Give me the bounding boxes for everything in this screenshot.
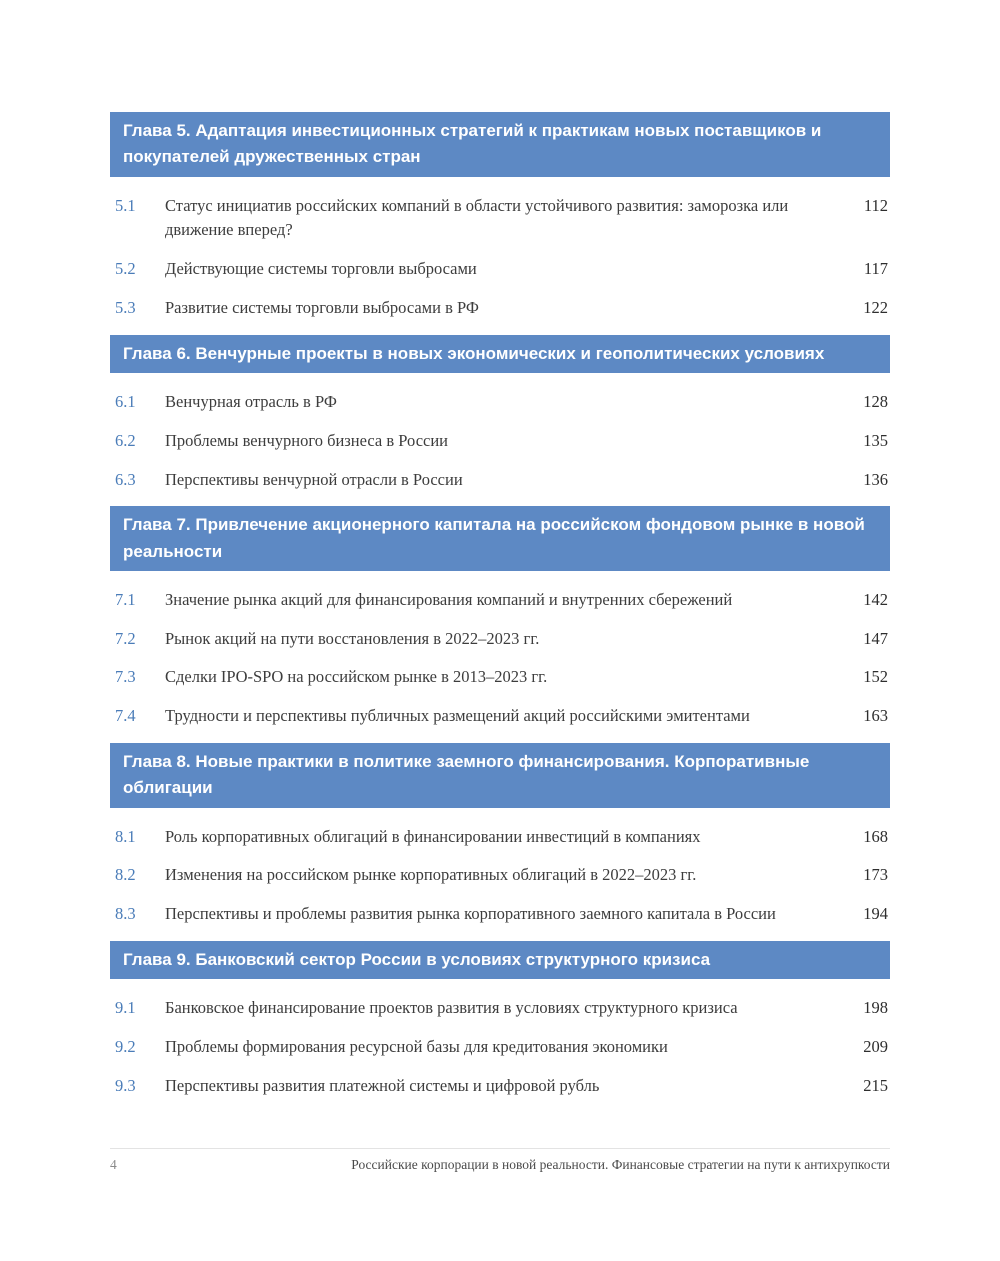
toc-row: [110, 429, 890, 454]
section-title: Проблемы венчурного бизнеса в России: [165, 430, 448, 450]
section-title: Венчурная отрасль в РФ: [165, 392, 337, 412]
section-title: Значение рынка акций для финансирования компаний и внутренних сбережений: [165, 589, 733, 609]
section-number: 9.1: [115, 998, 136, 1018]
chapter-header: Глава 6. Венчурные проекты в новых экономических и геополитических условиях: [110, 335, 890, 373]
section-number: 7.1: [115, 589, 136, 609]
toc-row: [110, 996, 890, 1021]
section-page-number: 163: [863, 706, 888, 726]
section-number: 6.3: [115, 469, 136, 489]
toc-row: [110, 665, 890, 690]
page-footer: [110, 1148, 890, 1173]
section-page-number: 194: [863, 904, 888, 924]
section-page-number: 215: [863, 1075, 888, 1095]
section-number: 5.2: [115, 259, 136, 279]
section-title: Перспективы венчурной отрасли в России: [165, 469, 463, 489]
toc-row: [110, 296, 890, 321]
section-page-number: 117: [863, 259, 888, 279]
section-number: 6.1: [115, 392, 136, 412]
section-number: 6.2: [115, 430, 136, 450]
section-title: Роль корпоративных облигаций в финансировании инвестиций в компаниях: [165, 826, 701, 846]
section-title: Перспективы развития платежной системы и цифровой рубль: [165, 1075, 600, 1095]
section-page-number: 152: [863, 667, 888, 687]
section-title: Рынок акций на пути восстановления в 2022–2023 гг.: [165, 628, 540, 648]
section-title: Изменения на российском рынке корпоративных облигаций в 2022–2023 гг.: [165, 865, 697, 885]
footer-running-title: Российские корпорации в новой реальности. Финансовые стратегии на пути к антихрупкости: [351, 1157, 890, 1172]
section-page-number: 168: [863, 826, 888, 846]
section-page-number: 122: [863, 297, 888, 317]
section-number: 7.3: [115, 667, 136, 687]
toc-row: [110, 704, 890, 729]
section-title: Развитие системы торговли выбросами в РФ: [165, 297, 479, 317]
section-number: 5.1: [115, 195, 136, 215]
toc-row: [110, 257, 890, 282]
section-title: Проблемы формирования ресурсной базы для кредитования экономики: [165, 1037, 668, 1056]
section-number: 7.4: [115, 706, 136, 726]
chapter-header: Глава 5. Адаптация инвестиционных стратегий к практикам новых поставщиков и покупателей дружественных стран: [110, 112, 890, 177]
section-page-number: 142: [863, 589, 888, 609]
section-number: 7.2: [115, 628, 136, 648]
toc-row: [110, 1035, 890, 1060]
chapter-header: Глава 9. Банковский сектор России в условиях структурного кризиса: [110, 941, 890, 979]
footer-page-number: 4: [110, 1157, 117, 1172]
section-title: Сделки IPO-SPO на российском рынке в 2013–2023 гг.: [165, 667, 548, 687]
section-number: 8.1: [115, 826, 136, 846]
section-title: Статус инициатив российских компаний в области устойчивого развития: заморозка или движение вперед?: [165, 195, 789, 240]
section-page-number: 112: [863, 195, 888, 215]
toc-row: [110, 588, 890, 613]
section-title: Банковское финансирование проектов развития в условиях структурного кризиса: [165, 998, 738, 1018]
section-number: 5.3: [115, 297, 136, 317]
section-page-number: 147: [863, 628, 888, 648]
chapter-header: Глава 8. Новые практики в политике заемного финансирования. Корпоративные облигации: [110, 743, 890, 808]
toc-row: [110, 194, 890, 244]
section-number: 9.2: [115, 1037, 136, 1056]
section-number: 9.3: [115, 1075, 136, 1095]
section-title: Трудности и перспективы публичных размещений акций российскими эмитентами: [165, 706, 750, 726]
toc-row: [110, 825, 890, 850]
section-page-number: 198: [863, 998, 888, 1018]
section-title: Перспективы и проблемы развития рынка корпоративного заемного капитала в России: [165, 904, 776, 924]
toc-row: [110, 1074, 890, 1099]
toc-row: [110, 468, 890, 493]
toc-row: [110, 627, 890, 652]
toc-row: [110, 902, 890, 927]
section-page-number: 128: [863, 392, 888, 412]
section-page-number: 135: [863, 430, 888, 450]
section-page-number: 136: [863, 469, 888, 489]
section-title: Действующие системы торговли выбросами: [165, 259, 477, 279]
toc-row: [110, 863, 890, 888]
section-page-number: 209: [863, 1037, 888, 1056]
chapter-header: Глава 7. Привлечение акционерного капитала на российском фондовом рынке в новой реальности: [110, 506, 890, 571]
table-of-contents: [110, 112, 890, 1099]
section-number: 8.2: [115, 865, 136, 885]
toc-row: [110, 390, 890, 415]
section-number: 8.3: [115, 904, 136, 924]
section-page-number: 173: [863, 865, 888, 885]
